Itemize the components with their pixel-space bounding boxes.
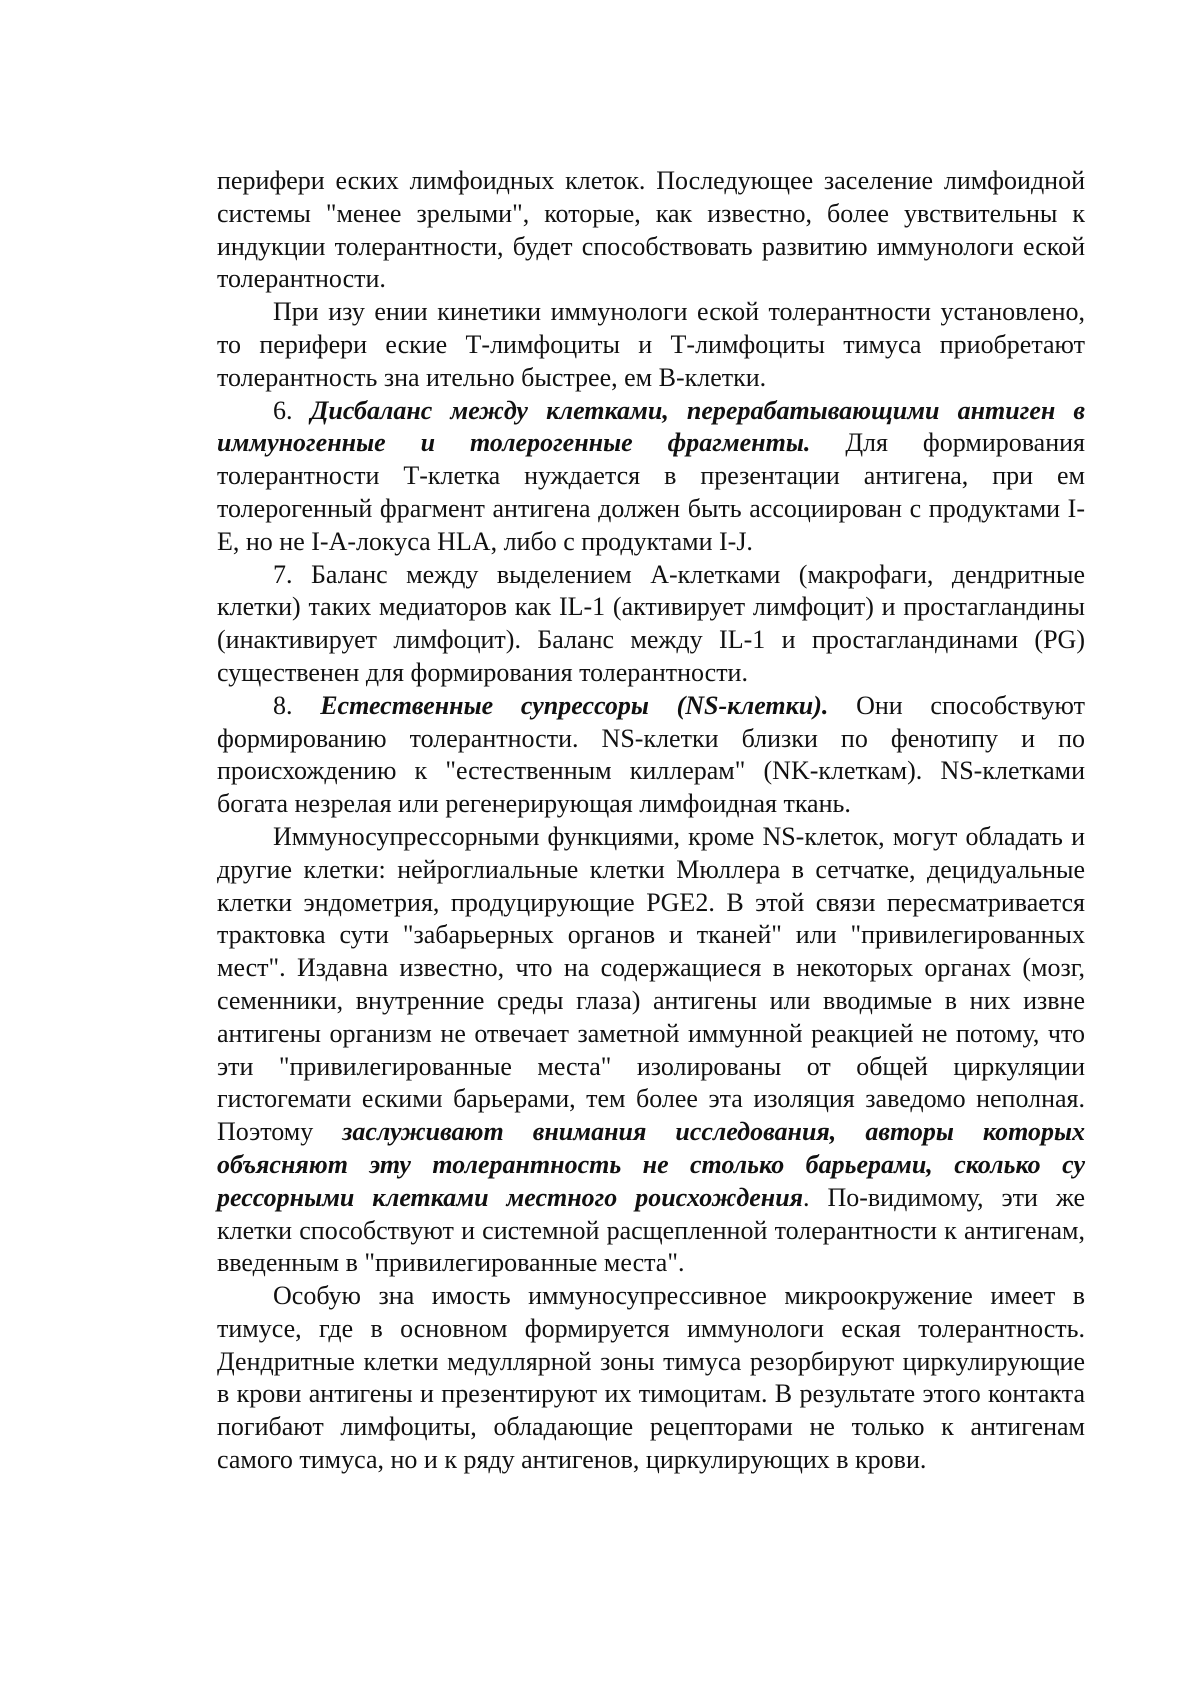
paragraph-item-6 bbox=[217, 395, 1085, 559]
immunosuppressors-tail: . По-видимому, эти же клетки способствуют и системной расщепленной толерантности к антигенам, введенным в "привилегированные места". bbox=[217, 1182, 1085, 1278]
immunosuppressors-emphasis: заслуживают внимания исследования, авторы которых объясняют эту толерантность не столько барьерами, сколько су рессорными клетками местного роисхождения bbox=[217, 1117, 1086, 1212]
paragraph-continuation: перифери еских лимфоидных клеток. Последующее заселение лимфоидной системы "менее зрелыми", которые, как известно, более увствительны к индукции толерантности, будет способствовать развитию иммунологи еской толерантности. bbox=[217, 166, 1085, 294]
item-8-body: Они способствуют формированию толерантности. NS-клетки близки по фенотипу и по происхождению к "естественным киллерам" (NK-клеткам). NS-клетками богата незрелая или регенерирующая лимфоидная ткань. bbox=[217, 690, 1086, 819]
item-6-body: Для формирования толерантности Т-клетка нуждается в презентации антигена, при ем толерогенный фрагмент антигена должен быть ассоциирован с продуктами I-E, но не I-A-локуса HLA, либо с продуктами I-J. bbox=[217, 428, 1085, 556]
item-8-number: 8. bbox=[273, 690, 293, 720]
paragraph-immunosuppressors bbox=[217, 821, 1085, 1280]
paragraph-thymus: Особую зна имость иммуносупрессивное микроокружение имеет в тимусе, где в основном формируется иммунологи еская толерантность. Дендритные клетки медуллярной зоны тимуса резорбируют циркулирующие в крови антигены и презентируют их тимоцитам. В результате этого контакта погибают лимфоциты, обладающие рецепторами не только к антигенам самого тимуса, но и к ряду антигенов, циркулирующих в крови. bbox=[217, 1281, 1085, 1475]
document-body bbox=[217, 165, 1085, 1477]
paragraph-item-7: 7. Баланс между выделением А-клетками (макрофаги, дендритные клетки) таких медиаторов как IL-1 (активирует лимфоцит) и простагландины (инактивирует лимфоцит). Баланс между IL-1 и простагландинами (PG) существенен для формирования толерантности. bbox=[217, 559, 1085, 687]
item-8-title: Естественные супрессоры (NS-клетки). bbox=[320, 690, 829, 720]
item-6-number: 6. bbox=[273, 395, 293, 425]
paragraph-item-8 bbox=[217, 690, 1085, 821]
immunosuppressors-text: Иммуносупрессорными функциями, кроме NS-клеток, могут обладать и другие клетки: нейроглиальные клетки Мюллера в сетчатке, децидуальные клетки эндометрия, продуцирующие PGE2. В этой связи пересматривается трактовка сути "забарьерных органов и тканей" или "привилегированных мест". Издавна известно, что на содержащиеся в некоторых органах (мозг, семенники, внутренние среды глаза) антигены или вводимые в них извне антигены организм не отвечает заметной иммунной реакцией не потому, что эти "привилегированные места" изолированы от общей циркуляции гистогемати ескими барьерами, тем более эта изоляция заведомо неполная. Поэтому bbox=[217, 821, 1085, 1147]
paragraph-kinetics: При изу ении кинетики иммунологи еской толерантности установлено, то перифери еские Т-лимфоциты и Т-лимфоциты тимуса приобретают толерантность зна ительно быстрее, ем В-клетки. bbox=[217, 297, 1085, 392]
item-6-title: Дисбаланс между клетками, перерабатывающими антиген в иммуногенные и толерогенные фрагменты. bbox=[217, 395, 1086, 458]
